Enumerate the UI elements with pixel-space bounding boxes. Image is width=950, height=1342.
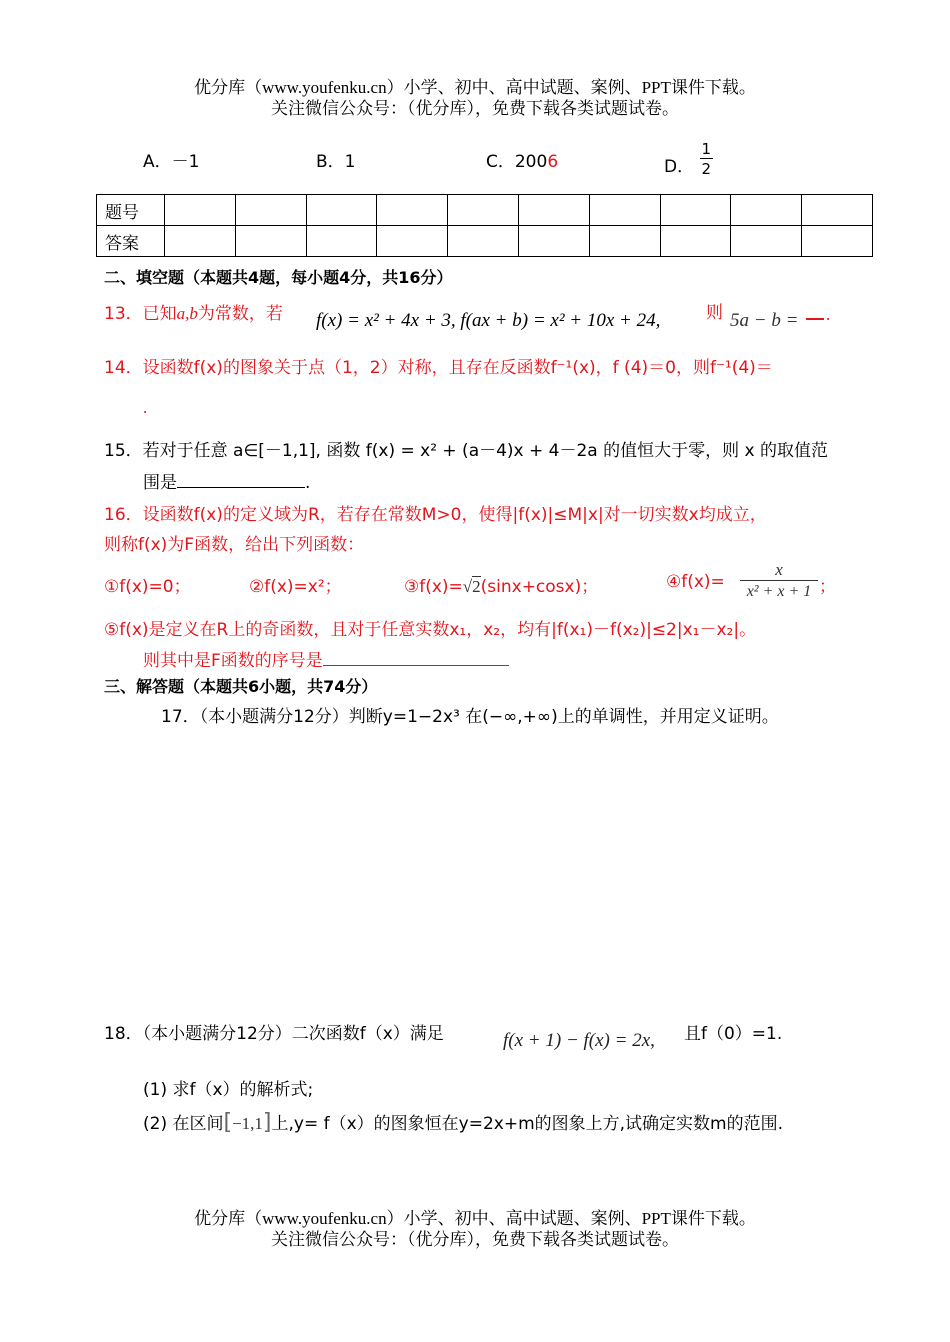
choice-c-prefix: C．200 — [486, 152, 548, 172]
choice-d-denominator: 2 — [701, 160, 712, 178]
q18-part-2 — [143, 1109, 783, 1135]
section-3-title: 三、解答题（本题共6小题，共74分） — [104, 677, 378, 696]
answer-cell[interactable] — [377, 226, 448, 257]
q16-item-4-fraction — [740, 560, 818, 603]
q15-line-1: 15．若对于任意 a∈[－1,1], 函数 f(x) = x² + (a－4)x + 4－2a 的值恒大于零，则 x 的取值范 — [104, 441, 828, 461]
q15-line-2-end: . — [305, 473, 311, 493]
q18-prefix: 18．（本小题满分12分）二次函数f（x）满足 — [104, 1024, 444, 1044]
answer-cell[interactable] — [518, 226, 589, 257]
q14-text: 14．设函数f(x)的图象关于点（1，2）对称，且存在反函数f⁻¹(x)，f (4)＝0，则f⁻¹(4)＝ — [104, 358, 773, 378]
answer-cell[interactable] — [235, 195, 306, 226]
q16-item-3-root: 2 — [472, 577, 481, 596]
q16-ask-text: 则其中是F函数的序号是 — [143, 651, 323, 671]
answer-table-row-number — [97, 195, 873, 226]
q16-item-4 — [666, 572, 725, 592]
q13-prefix-text: 13．已知 — [104, 304, 177, 324]
q16-item-4-denominator: x² + x + 1 — [746, 583, 812, 600]
q18-suffix: 且f（0）=1. — [684, 1024, 783, 1044]
q18-interval-left-bracket: [ — [223, 1110, 233, 1135]
choice-a: A．－1 — [143, 152, 200, 172]
answer-cell[interactable] — [306, 226, 377, 257]
q13-ze: 则 — [706, 303, 723, 323]
answer-cell[interactable] — [589, 226, 660, 257]
q16-ask — [143, 646, 509, 671]
answer-cell[interactable] — [731, 226, 802, 257]
choice-d-label: D． — [664, 156, 695, 177]
answer-cell[interactable] — [589, 195, 660, 226]
q15-line-2 — [143, 468, 310, 493]
q17-text: 17．（本小题满分12分）判断y=1−2x³ 在(−∞,+∞)上的单调性，并用定义证明。 — [161, 707, 779, 727]
q13-expr: 5a − b = — [730, 310, 799, 331]
header-line-1: 优分库（www.youfenku.cn）小学、初中、高中试题、案例、PPT课件下载。 — [194, 78, 756, 97]
q13-formula: f(x) = x² + 4x + 3, f(ax + b) = x² + 10x + 24, — [316, 310, 661, 331]
q16-item-4-numerator: x — [740, 560, 818, 581]
q16-item-3-post: (sinx+cosx)； — [480, 577, 599, 597]
q13-answer-blank[interactable] — [806, 318, 824, 320]
q18-formula: f(x + 1) − f(x) = 2x, — [503, 1030, 655, 1051]
q16-item-3-sqrt: √2 — [462, 577, 481, 596]
answer-table-number-label: 题号 — [97, 195, 165, 226]
q15-answer-blank[interactable] — [177, 471, 305, 488]
answer-table — [96, 194, 873, 257]
answer-cell[interactable] — [235, 226, 306, 257]
q13-end: . — [826, 305, 831, 324]
q14-end: . — [143, 398, 148, 417]
choice-b: B．1 — [316, 152, 356, 172]
q15-line-2-prefix: 围是 — [143, 473, 177, 493]
answer-cell[interactable] — [660, 195, 731, 226]
answer-cell[interactable] — [731, 195, 802, 226]
q16-item-1: ①f(x)=0； — [104, 577, 191, 597]
choice-c-red: 6 — [547, 152, 559, 172]
answer-cell[interactable] — [165, 195, 236, 226]
answer-cell[interactable] — [448, 226, 519, 257]
choice-d — [664, 140, 713, 179]
answer-cell[interactable] — [306, 195, 377, 226]
q16-item-4-post: ； — [819, 577, 836, 597]
q18-interval-right-bracket: ] — [262, 1110, 272, 1135]
answer-cell[interactable] — [448, 195, 519, 226]
q13-mid: 为常数，若 — [197, 304, 283, 324]
header-line-2: 关注微信公众号：（优分库），免费下载各类试题试卷。 — [271, 99, 679, 118]
q16-item-4-pre: ④f(x)= — [666, 572, 725, 592]
choice-d-numerator: 1 — [701, 140, 712, 158]
answer-table-row-answer — [97, 226, 873, 257]
choice-d-fraction — [700, 140, 714, 179]
q18-interval: −1,1 — [232, 1114, 263, 1133]
q16-answer-blank[interactable] — [323, 649, 509, 666]
answer-table-answer-label: 答案 — [97, 226, 165, 257]
answer-cell[interactable] — [518, 195, 589, 226]
q18-part-2-post: 上,y= f（x）的图象恒在y=2x+m的图象上方,试确定实数m的范围. — [271, 1114, 784, 1134]
answer-cell[interactable] — [165, 226, 236, 257]
footer-line-1: 优分库（www.youfenku.cn）小学、初中、高中试题、案例、PPT课件下载。 — [194, 1209, 756, 1228]
q13-prefix — [104, 299, 283, 324]
footer-line-2: 关注微信公众号：（优分库），免费下载各类试题试卷。 — [271, 1230, 679, 1249]
q16-line-2: 则称f(x)为F函数，给出下列函数： — [104, 535, 365, 555]
q16-item-2: ②f(x)=x²； — [249, 577, 342, 597]
choice-c — [486, 147, 558, 172]
answer-cell[interactable] — [802, 226, 873, 257]
q16-item-3-pre: ③f(x)= — [404, 577, 463, 597]
answer-cell[interactable] — [660, 226, 731, 257]
answer-cell[interactable] — [377, 195, 448, 226]
q16-line-1: 16．设函数f(x)的定义域为R，若存在常数M>0，使得|f(x)|≤M|x|对一切实数x均成立， — [104, 505, 767, 525]
q18-part-1: (1) 求f（x）的解析式; — [143, 1080, 314, 1100]
answer-cell[interactable] — [802, 195, 873, 226]
section-2-title: 二、填空题（本题共4题，每小题4分，共16分） — [104, 268, 453, 287]
q18-part-2-pre: (2) 在区间 — [143, 1114, 224, 1134]
q13-vars: a,b — [176, 304, 198, 323]
q16-item-3 — [404, 572, 598, 597]
q16-item-5: ⑤f(x)是定义在R上的奇函数，且对于任意实数x₁，x₂，均有|f(x₁)－f(x₂)|≤2|x₁－x₂|。 — [104, 620, 757, 640]
